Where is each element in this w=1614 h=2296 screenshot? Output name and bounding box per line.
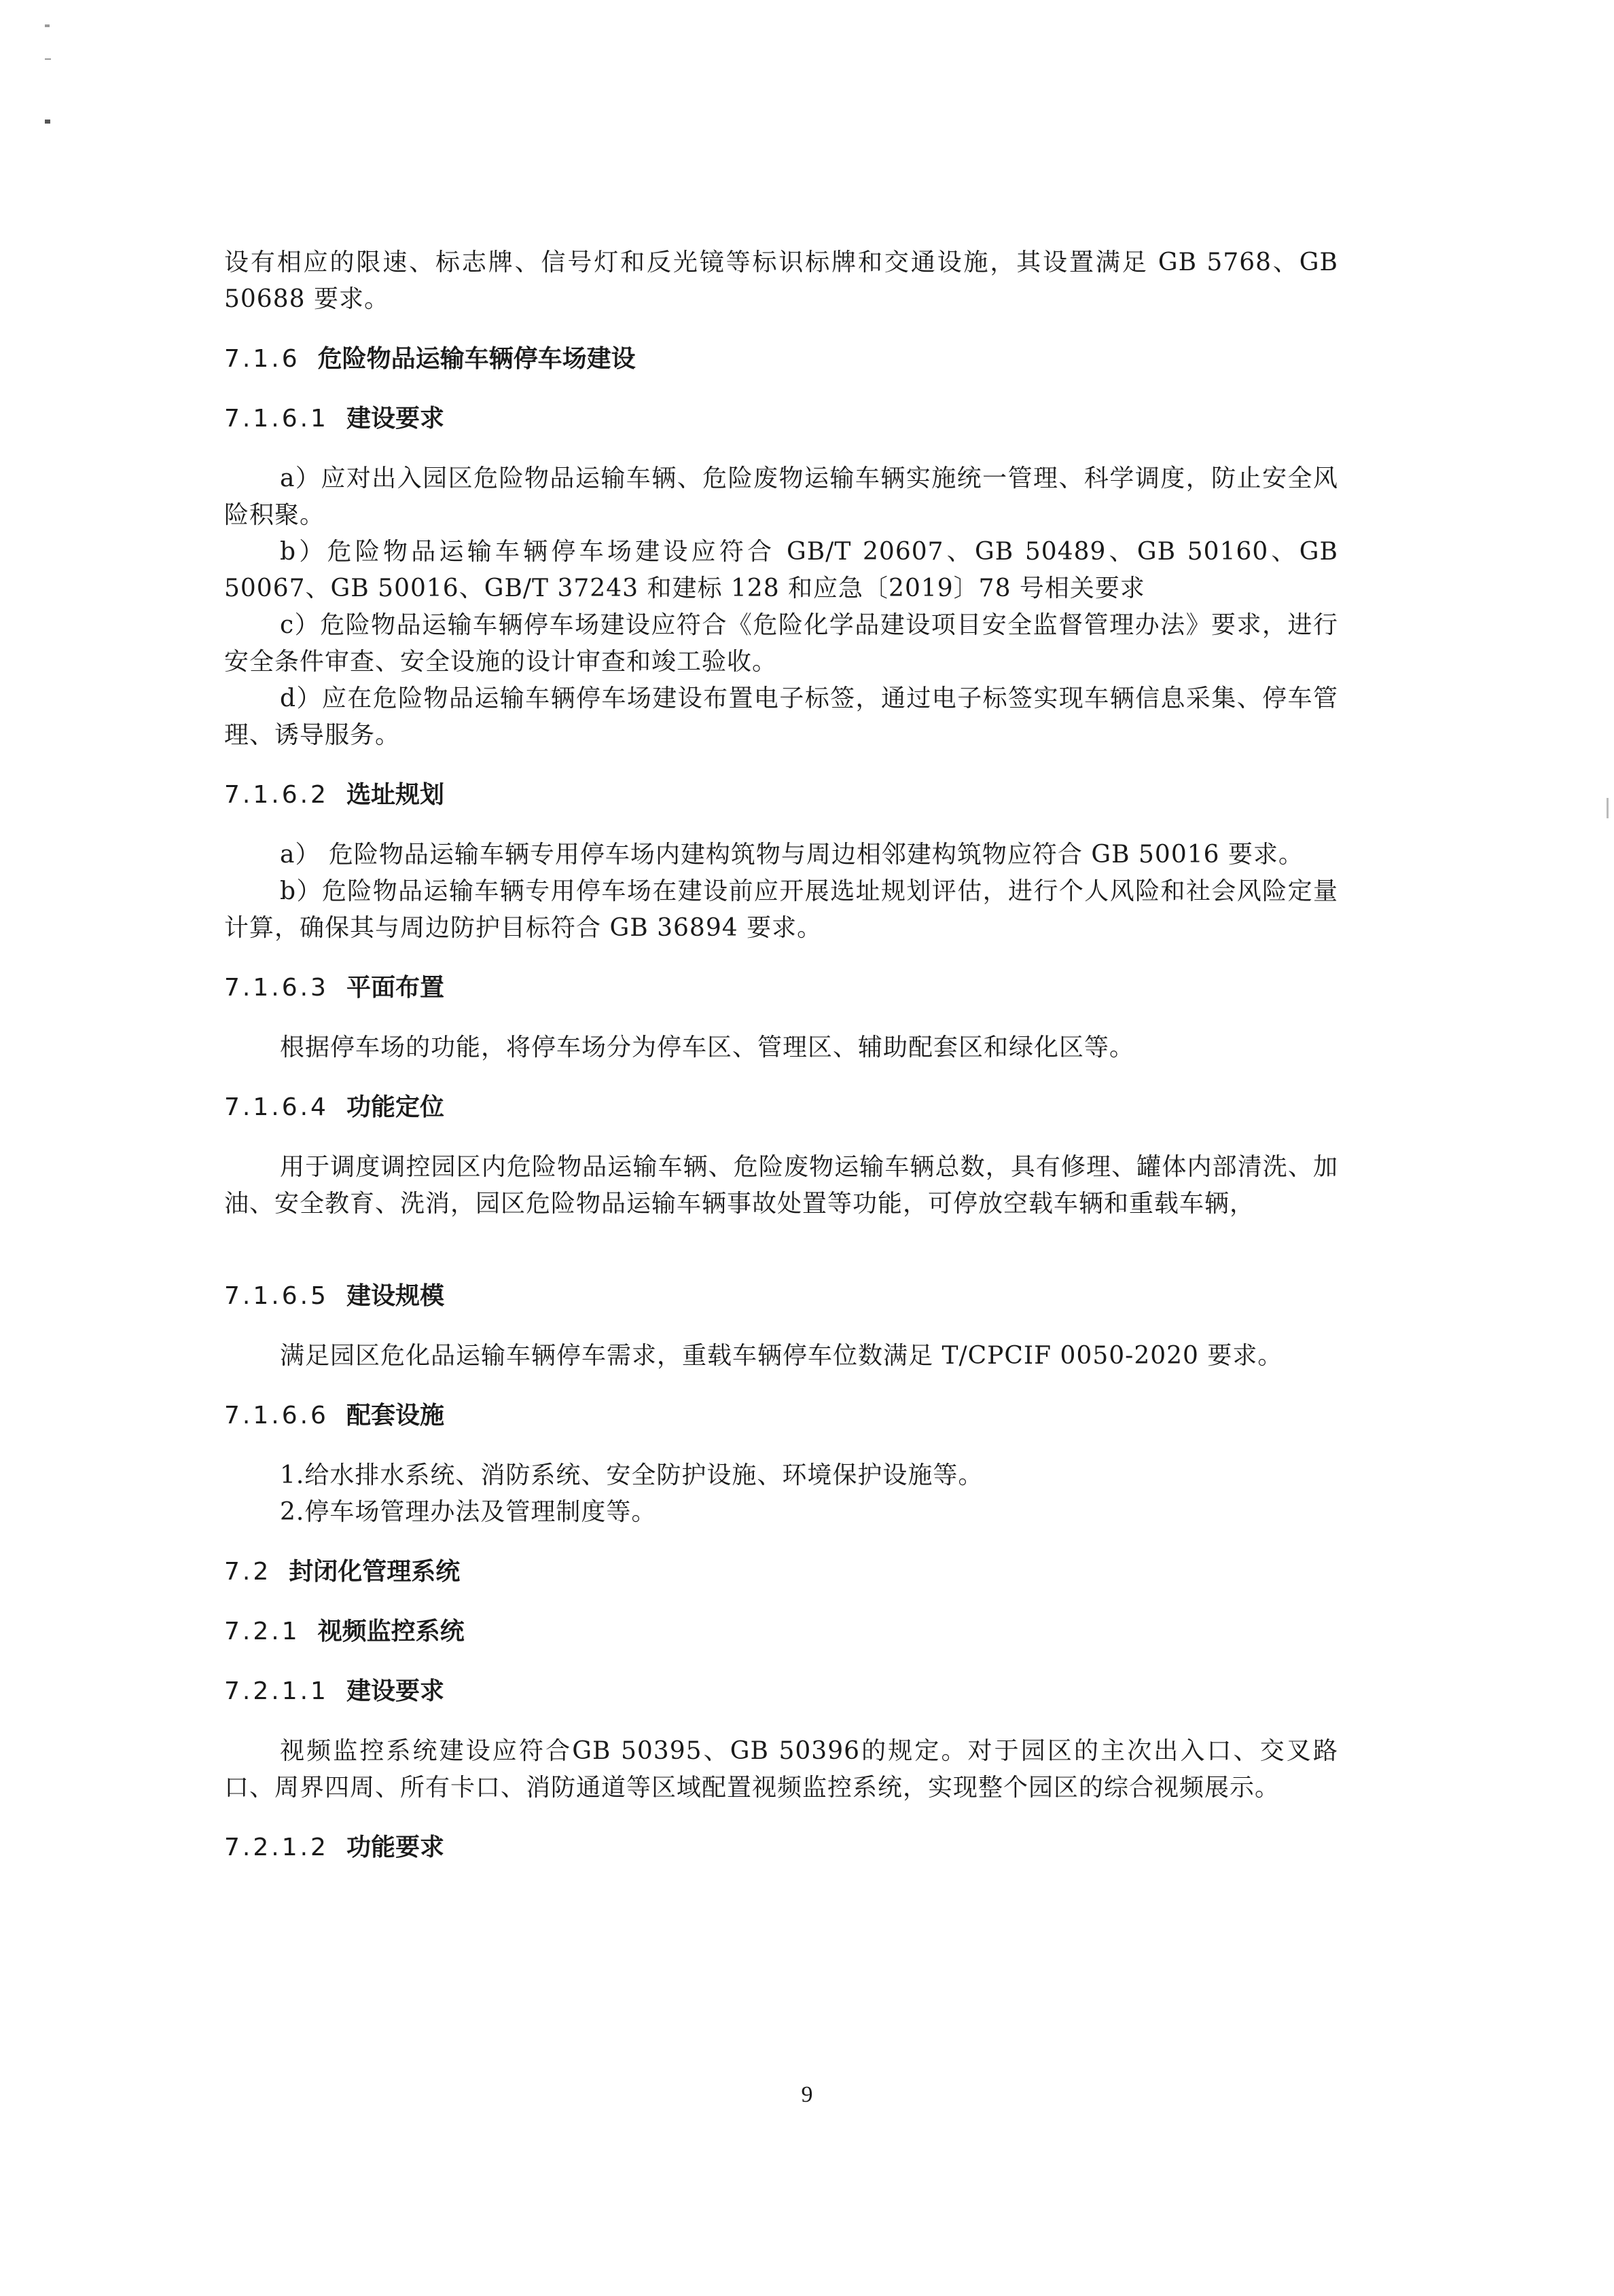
- section-number: 7.2.1.2: [224, 1834, 329, 1861]
- section-number: 7.1.6.4: [224, 1093, 329, 1121]
- section-number: 7.1.6: [224, 345, 300, 373]
- page-body: [224, 244, 1338, 1866]
- section-number: 7.1.6.2: [224, 781, 329, 809]
- list-item: 2.停车场管理办法及管理制度等。: [280, 1498, 657, 1526]
- section-heading-7-2-1-2: [224, 1829, 1338, 1866]
- section-title: 平面布置: [346, 974, 444, 1002]
- list-item: a） 危险物品运输车辆专用停车场内建构筑物与周边相邻建构筑物应符合 GB 50016 要求。: [280, 841, 1304, 869]
- section-number: 7.2.1: [224, 1618, 300, 1645]
- intro-paragraph: 设有相应的限速、标志牌、信号灯和反光镜等标识标牌和交通设施，其设置满足 GB 5768、GB 50688 要求。: [224, 249, 1338, 313]
- section-title: 建设要求: [346, 1677, 444, 1705]
- list-item: 1.给水排水系统、消防系统、安全防护设施、环境保护设施等。: [280, 1461, 984, 1489]
- section-number: 7.2: [224, 1558, 272, 1586]
- section-number: 7.1.6.5: [224, 1282, 329, 1310]
- section-heading-7-1-6-4: [224, 1089, 1338, 1126]
- scan-mark: [1607, 798, 1609, 818]
- section-paragraph: 满足园区危化品运输车辆停车需求，重载车辆停车位数满足 T/CPCIF 0050-2020 要求。: [280, 1342, 1283, 1370]
- section-number: 7.2.1.1: [224, 1677, 329, 1705]
- section-paragraph: 用于调度调控园区内危险物品运输车辆、危险废物运输车辆总数，具有修理、罐体内部清洗、加油、安全教育、洗消，园区危险物品运输车辆事故处置等功能，可停放空载车辆和重载车辆，: [224, 1153, 1338, 1218]
- section-title: 功能定位: [346, 1093, 444, 1121]
- page-number: 9: [801, 2082, 813, 2107]
- section-heading-7-2-1: [224, 1614, 1338, 1650]
- section-heading-7-1-6-3: [224, 970, 1338, 1006]
- section-title: 封闭化管理系统: [289, 1558, 461, 1586]
- scan-mark: [45, 58, 51, 60]
- section-title: 建设要求: [346, 405, 444, 433]
- section-heading-7-2-1-1: [224, 1673, 1338, 1710]
- scan-mark: [45, 120, 50, 124]
- section-title: 危险物品运输车辆停车场建设: [317, 345, 636, 373]
- list-item: b）危险物品运输车辆停车场建设应符合 GB/T 20607、GB 50489、GB 50160、GB 50067、GB 50016、GB/T 37243 和建标 128 和应急〔2019〕78 号相关要求: [224, 538, 1338, 602]
- section-number: 7.1.6.6: [224, 1402, 329, 1429]
- list-item: b）危险物品运输车辆专用停车场在建设前应开展选址规划评估，进行个人风险和社会风险定量计算，确保其与周边防护目标符合 GB 36894 要求。: [224, 877, 1338, 942]
- list-item: d）应在危险物品运输车辆停车场建设布置电子标签，通过电子标签实现车辆信息采集、停车管理、诱导服务。: [224, 685, 1338, 749]
- section-heading-7-1-6: [224, 341, 1338, 378]
- list-item: c）危险物品运输车辆停车场建设应符合《危险化学品建设项目安全监督管理办法》要求，进行安全条件审查、安全设施的设计审查和竣工验收。: [224, 611, 1338, 676]
- section-heading-7-2: [224, 1554, 1338, 1590]
- section-title: 配套设施: [346, 1402, 444, 1429]
- section-heading-7-1-6-2: [224, 777, 1338, 814]
- section-paragraph: 视频监控系统建设应符合GB 50395、GB 50396的规定。对于园区的主次出入口、交叉路口、周界四周、所有卡口、消防通道等区域配置视频监控系统，实现整个园区的综合视频展示。: [224, 1737, 1338, 1802]
- section-heading-7-1-6-6: [224, 1398, 1338, 1434]
- section-paragraph: 根据停车场的功能，将停车场分为停车区、管理区、辅助配套区和绿化区等。: [280, 1034, 1135, 1061]
- scan-mark: [45, 24, 50, 27]
- section-heading-7-1-6-5: [224, 1278, 1338, 1315]
- section-number: 7.1.6.3: [224, 974, 329, 1002]
- section-title: 建设规模: [346, 1282, 444, 1310]
- section-heading-7-1-6-1: [224, 401, 1338, 437]
- section-title: 视频监控系统: [317, 1618, 465, 1645]
- section-title: 功能要求: [346, 1834, 444, 1861]
- list-item: a）应对出入园区危险物品运输车辆、危险废物运输车辆实施统一管理、科学调度，防止安全风险积聚。: [224, 464, 1338, 529]
- section-number: 7.1.6.1: [224, 405, 329, 433]
- section-title: 选址规划: [346, 781, 444, 809]
